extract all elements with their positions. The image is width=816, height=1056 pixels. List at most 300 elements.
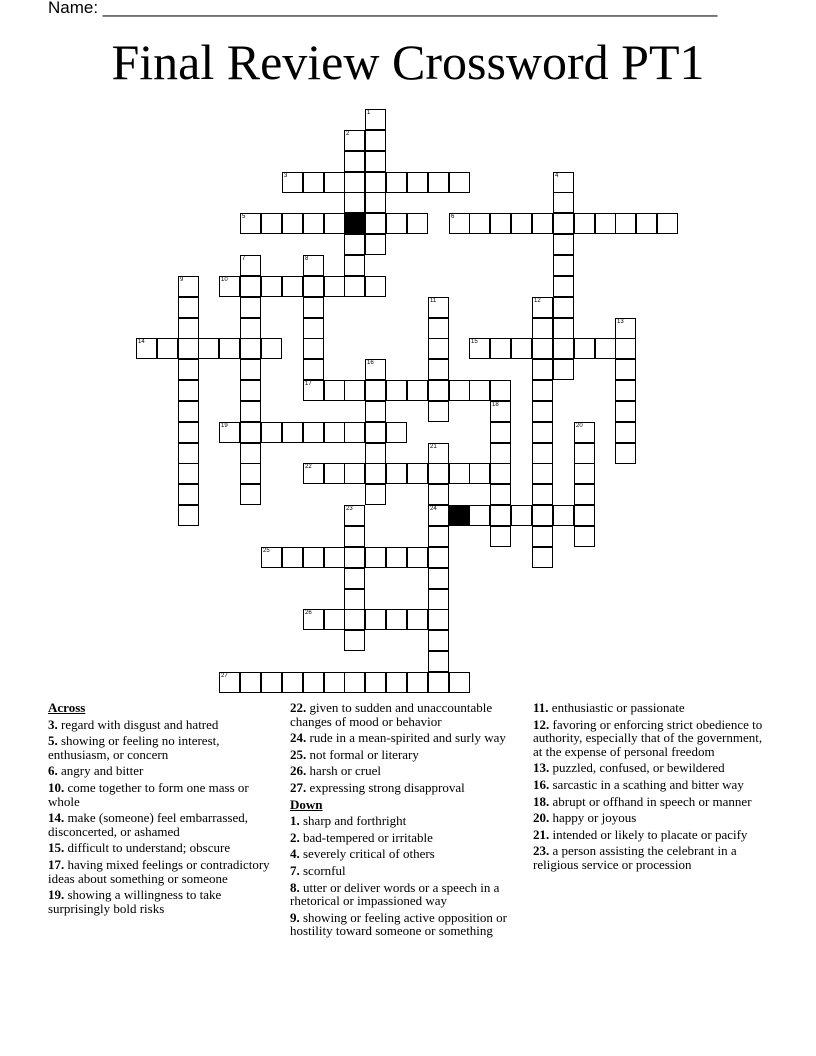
clue-number: 9 [180,277,184,283]
grid-cell[interactable] [303,338,324,359]
grid-cell[interactable] [240,213,261,234]
clue-item [533,844,765,871]
grid-cell[interactable] [574,213,595,234]
grid-cell[interactable] [344,547,365,568]
grid-cell[interactable] [365,672,386,693]
grid-cell[interactable] [344,172,365,193]
grid-cell[interactable] [344,151,365,172]
grid-cell[interactable] [365,130,386,151]
grid-cell[interactable] [532,359,553,380]
clue-item-number: 3. [48,716,58,732]
across-heading: Across [48,700,86,715]
clue-item [533,778,765,792]
grid-cell[interactable] [178,338,199,359]
clue-item [290,831,526,845]
grid-cell[interactable] [344,380,365,401]
grid-cell[interactable] [428,547,449,568]
grid-cell[interactable] [532,318,553,339]
clue-item [48,718,276,732]
grid-cell[interactable] [615,443,636,464]
clue-item-number: 24. [290,730,307,746]
clue-item-text: rude in a mean-spirited and surly way [306,730,506,746]
name-field[interactable]: Name: _________________________________________________________________ [48,0,718,17]
grid-cell[interactable] [407,463,428,484]
clue-item-number: 8. [290,879,300,895]
grid-cell[interactable] [407,213,428,234]
grid-cell[interactable] [532,443,553,464]
grid-cell[interactable] [365,109,386,130]
clue-item-text: angry and bitter [57,763,144,779]
clue-item [48,734,276,761]
clue-item-number: 22. [290,700,307,715]
grid-cell[interactable] [282,547,303,568]
clue-item [290,814,526,828]
grid-cell[interactable] [532,213,553,234]
grid-cell[interactable] [532,484,553,505]
clue-number: 1 [367,110,371,116]
grid-cell[interactable] [615,380,636,401]
grid-cell[interactable] [490,463,511,484]
grid-cell[interactable] [407,547,428,568]
grid-cell[interactable] [344,463,365,484]
grid-cell[interactable] [365,234,386,255]
grid-cell[interactable] [428,568,449,589]
clue-number: 17 [305,381,312,387]
clue-item-text: a person assisting the celebrant in a religious service or procession [533,843,737,872]
grid-cell[interactable] [136,338,157,359]
grid-cell[interactable] [344,422,365,443]
grid-cell[interactable] [324,672,345,693]
grid-cell[interactable] [553,172,574,193]
clue-column-1 [48,701,276,918]
clue-item [48,781,276,808]
grid-cell[interactable] [553,213,574,234]
grid-cell[interactable] [303,297,324,318]
grid-cell[interactable] [261,338,282,359]
grid-cell[interactable] [240,443,261,464]
grid-cell[interactable] [428,630,449,651]
grid-cell[interactable] [574,443,595,464]
grid-cell[interactable] [615,213,636,234]
grid-cell[interactable] [428,401,449,422]
grid-cell[interactable] [553,255,574,276]
grid-cell[interactable] [303,547,324,568]
clue-item-number: 11. [533,700,549,715]
grid-cell[interactable] [511,338,532,359]
grid-cell[interactable] [240,672,261,693]
grid-cell[interactable] [240,380,261,401]
grid-cell[interactable] [344,130,365,151]
grid-cell[interactable] [324,422,345,443]
grid-cell[interactable] [407,172,428,193]
black-square [344,213,365,234]
clue-number: 5 [242,214,246,220]
grid-cell[interactable] [365,359,386,380]
across-clue-list [48,718,276,916]
grid-cell[interactable] [386,213,407,234]
clue-number: 10 [221,277,228,283]
grid-cell[interactable] [449,672,470,693]
grid-cell[interactable] [553,192,574,213]
grid-cell[interactable] [240,401,261,422]
grid-cell[interactable] [219,422,240,443]
grid-cell[interactable] [428,505,449,526]
grid-cell[interactable] [178,318,199,339]
grid-cell[interactable] [365,380,386,401]
grid-cell[interactable] [428,526,449,547]
clue-number: 18 [492,402,499,408]
clue-item-text: regard with disgust and hatred [57,716,219,732]
grid-cell[interactable] [261,672,282,693]
grid-cell[interactable] [574,422,595,443]
grid-cell[interactable] [178,505,199,526]
grid-cell[interactable] [240,276,261,297]
grid-cell[interactable] [386,672,407,693]
grid-cell[interactable] [240,338,261,359]
clue-item-number: 13. [533,760,550,776]
grid-cell[interactable] [282,672,303,693]
clue-item-number: 4. [290,846,300,862]
clue-item-number: 25. [290,746,307,762]
grid-cell[interactable] [344,609,365,630]
grid-cell[interactable] [469,338,490,359]
clue-item-text: expressing strong disapproval [306,779,465,795]
down-clue-list-continued [533,701,765,872]
grid-cell[interactable] [261,547,282,568]
grid-cell[interactable] [428,380,449,401]
clue-item [290,847,526,861]
clue-item [48,841,276,855]
grid-cell[interactable] [511,213,532,234]
grid-cell[interactable] [178,380,199,401]
grid-cell[interactable] [219,276,240,297]
grid-cell[interactable] [428,463,449,484]
grid-cell[interactable] [553,234,574,255]
grid-cell[interactable] [240,297,261,318]
grid-cell[interactable] [615,422,636,443]
grid-cell[interactable] [574,463,595,484]
grid-cell[interactable] [574,338,595,359]
grid-cell[interactable] [365,151,386,172]
grid-cell[interactable] [553,276,574,297]
grid-cell[interactable] [449,172,470,193]
grid-cell[interactable] [178,276,199,297]
clue-number: 12 [534,298,541,304]
grid-cell[interactable] [324,609,345,630]
clue-item-text: showing or feeling no interest, enthusiasm, or concern [48,733,220,762]
grid-cell[interactable] [219,338,240,359]
grid-cell[interactable] [344,630,365,651]
grid-cell[interactable] [324,213,345,234]
clue-item-text: happy or joyous [549,810,637,826]
grid-cell[interactable] [240,484,261,505]
grid-cell[interactable] [407,672,428,693]
grid-cell[interactable] [303,422,324,443]
grid-cell[interactable] [344,589,365,610]
grid-cell[interactable] [240,463,261,484]
grid-cell[interactable] [240,422,261,443]
grid-cell[interactable] [178,297,199,318]
clue-item-text: bad-tempered or irritable [299,829,433,845]
grid-cell[interactable] [449,213,470,234]
clue-number: 4 [555,173,559,179]
grid-cell[interactable] [240,359,261,380]
clue-number: 15 [471,339,478,345]
clue-item [533,761,765,775]
grid-cell[interactable] [240,255,261,276]
grid-cell[interactable] [490,505,511,526]
grid-cell[interactable] [574,526,595,547]
grid-cell[interactable] [178,401,199,422]
clue-item-text: sarcastic in a scathing and bitter way [549,776,744,792]
grid-cell[interactable] [490,380,511,401]
grid-cell[interactable] [469,213,490,234]
grid-cell[interactable] [303,276,324,297]
grid-cell[interactable] [428,359,449,380]
clue-item-number: 5. [48,733,58,749]
clue-item-number: 20. [533,810,550,826]
clue-item-number: 10. [48,779,65,795]
clue-number: 25 [263,548,270,554]
grid-cell[interactable] [386,422,407,443]
grid-cell[interactable] [324,380,345,401]
grid-cell[interactable] [428,484,449,505]
grid-cell[interactable] [344,672,365,693]
grid-cell[interactable] [365,401,386,422]
grid-cell[interactable] [178,359,199,380]
grid-cell[interactable] [532,463,553,484]
grid-cell[interactable] [532,401,553,422]
grid-cell[interactable] [553,297,574,318]
clue-item-number: 15. [48,840,65,856]
grid-cell[interactable] [344,255,365,276]
grid-cell[interactable] [553,338,574,359]
grid-cell[interactable] [303,359,324,380]
clue-item-number: 17. [48,856,65,872]
clue-number: 7 [242,256,246,262]
grid-cell[interactable] [532,380,553,401]
clue-item-number: 21. [533,826,550,842]
grid-cell[interactable] [365,443,386,464]
grid-cell[interactable] [553,505,574,526]
clue-item-text: not formal or literary [306,746,419,762]
clue-item [290,881,526,908]
grid-cell[interactable] [428,651,449,672]
grid-cell[interactable] [365,609,386,630]
grid-cell[interactable] [407,380,428,401]
clue-number: 14 [138,339,145,345]
grid-cell[interactable] [511,505,532,526]
clue-item [290,864,526,878]
clue-item-number: 16. [533,776,550,792]
grid-cell[interactable] [595,338,616,359]
grid-cell[interactable] [365,172,386,193]
grid-cell[interactable] [344,192,365,213]
grid-cell[interactable] [344,526,365,547]
clue-item-number: 27. [290,779,307,795]
grid-cell[interactable] [303,609,324,630]
clue-number: 6 [451,214,455,220]
grid-cell[interactable] [282,422,303,443]
grid-cell[interactable] [490,484,511,505]
clue-item [290,701,526,728]
grid-cell[interactable] [365,192,386,213]
grid-cell[interactable] [365,213,386,234]
grid-cell[interactable] [428,672,449,693]
grid-cell[interactable] [532,547,553,568]
grid-cell[interactable] [303,213,324,234]
clue-column-3 [533,701,765,875]
grid-cell[interactable] [344,568,365,589]
clue-item-text: utter or deliver words or a speech in a rhetorical or impassioned way [290,879,500,909]
clue-item-text: enthusiastic or passionate [548,700,685,715]
grid-cell[interactable] [303,672,324,693]
grid-cell[interactable] [490,213,511,234]
grid-cell[interactable] [303,318,324,339]
grid-cell[interactable] [303,463,324,484]
clue-item-text: make (someone) feel embarrassed, disconcerted, or ashamed [48,810,248,839]
grid-cell[interactable] [365,463,386,484]
grid-cell[interactable] [428,609,449,630]
grid-cell[interactable] [615,401,636,422]
grid-cell[interactable] [532,505,553,526]
grid-cell[interactable] [344,234,365,255]
grid-cell[interactable] [157,338,178,359]
clue-item [533,811,765,825]
clue-item-number: 1. [290,813,300,829]
grid-cell[interactable] [449,380,470,401]
grid-cell[interactable] [303,255,324,276]
clue-item [290,781,526,795]
grid-cell[interactable] [344,276,365,297]
grid-cell[interactable] [386,547,407,568]
grid-cell[interactable] [490,401,511,422]
clue-column-2 [290,701,526,941]
grid-cell[interactable] [490,526,511,547]
grid-cell[interactable] [303,172,324,193]
clue-item [533,718,765,759]
grid-cell[interactable] [219,672,240,693]
clue-number: 19 [221,423,228,429]
clue-item [48,764,276,778]
grid-cell[interactable] [178,443,199,464]
grid-cell[interactable] [365,422,386,443]
grid-cell[interactable] [365,547,386,568]
grid-cell[interactable] [303,380,324,401]
grid-cell[interactable] [261,422,282,443]
clue-item [533,795,765,809]
clue-item [290,764,526,778]
grid-cell[interactable] [344,505,365,526]
grid-cell[interactable] [324,276,345,297]
down-heading: Down [290,796,323,812]
grid-cell[interactable] [261,213,282,234]
grid-cell[interactable] [615,338,636,359]
grid-cell[interactable] [282,276,303,297]
clue-item [290,911,526,938]
page-title: Final Review Crossword PT1 [111,34,705,90]
clue-item-text: severely critical of others [299,846,435,862]
clue-item-text: having mixed feelings or contradictory ideas about something or someone [48,856,270,886]
grid-cell[interactable] [261,276,282,297]
grid-cell[interactable] [282,213,303,234]
grid-cell[interactable] [532,297,553,318]
grid-cell[interactable] [469,463,490,484]
grid-cell[interactable] [240,318,261,339]
clue-number: 8 [305,256,309,262]
grid-cell[interactable] [574,505,595,526]
grid-cell[interactable] [428,297,449,318]
grid-cell[interactable] [490,443,511,464]
grid-cell[interactable] [365,484,386,505]
clue-number: 21 [430,444,437,450]
grid-cell[interactable] [324,463,345,484]
clue-item-text: harsh or cruel [306,763,381,779]
grid-cell[interactable] [449,463,470,484]
grid-cell[interactable] [198,338,219,359]
across-clue-list-continued [290,701,526,795]
clue-number: 11 [430,298,437,304]
clue-number: 23 [346,506,353,512]
grid-cell[interactable] [469,380,490,401]
grid-cell[interactable] [428,589,449,610]
grid-cell[interactable] [469,505,490,526]
grid-cell[interactable] [407,609,428,630]
grid-cell[interactable] [386,609,407,630]
grid-cell[interactable] [324,172,345,193]
grid-cell[interactable] [428,338,449,359]
grid-cell[interactable] [490,422,511,443]
clue-item-number: 12. [533,716,550,732]
grid-cell[interactable] [657,213,678,234]
clue-number: 26 [305,610,312,616]
clue-number: 24 [430,506,437,512]
grid-cell[interactable] [386,172,407,193]
grid-cell[interactable] [365,276,386,297]
grid-cell[interactable] [574,484,595,505]
grid-cell[interactable] [428,443,449,464]
grid-cell[interactable] [428,172,449,193]
clue-item [533,828,765,842]
grid-cell[interactable] [282,172,303,193]
grid-cell[interactable] [615,359,636,380]
clue-item-text: puzzled, confused, or bewildered [549,760,725,776]
clue-item-text: given to sudden and unaccountable changes of mood or behavior [290,700,493,729]
clue-item-number: 14. [48,810,65,826]
clue-item-number: 23. [533,843,550,859]
clue-item-number: 9. [290,909,300,925]
grid-cell[interactable] [324,547,345,568]
grid-cell[interactable] [178,422,199,443]
clue-item-number: 6. [48,763,58,779]
grid-cell[interactable] [386,380,407,401]
grid-cell[interactable] [553,318,574,339]
clue-number: 13 [617,319,624,325]
grid-cell[interactable] [532,526,553,547]
grid-cell[interactable] [178,463,199,484]
clue-number: 3 [284,173,288,179]
grid-cell[interactable] [636,213,657,234]
grid-cell[interactable] [386,463,407,484]
grid-cell[interactable] [532,422,553,443]
grid-cell[interactable] [490,338,511,359]
grid-cell[interactable] [178,484,199,505]
grid-cell[interactable] [595,213,616,234]
grid-cell[interactable] [428,318,449,339]
grid-cell[interactable] [615,318,636,339]
grid-cell[interactable] [532,338,553,359]
grid-cell[interactable] [553,359,574,380]
